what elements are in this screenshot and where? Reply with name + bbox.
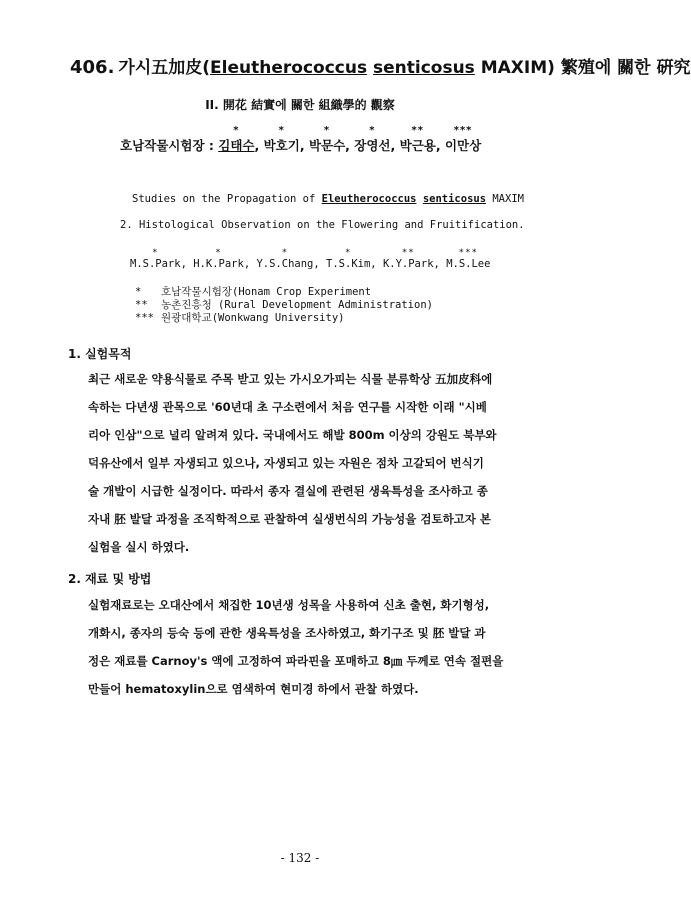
- author-affiliation-mark: *: [278, 125, 285, 136]
- author-name: 김태수: [218, 138, 255, 153]
- paragraph-line: 술 개발이 시급한 실정이다. 따라서 종자 결실에 관련된 생육특성을 조사하고 종: [88, 484, 488, 498]
- author-name: 장영선: [354, 138, 391, 153]
- author: [326, 248, 371, 270]
- author-affiliation-mark: **: [401, 248, 415, 258]
- paragraph-line: 개화시, 종자의 등숙 등에 관한 생육특성을 조사하였고, 화기구조 및 胚 발달 과: [88, 626, 486, 640]
- english-title-genus: Eleutherococcus: [321, 193, 417, 205]
- author-separator: ,: [180, 258, 187, 270]
- author: [308, 125, 346, 154]
- author-name: Y.S.Chang: [256, 258, 314, 270]
- english-subtitle: 2. Histological Observation on the Flowering and Fruitification.: [120, 219, 525, 231]
- author-separator: ,: [435, 138, 441, 153]
- author-affiliation-mark: *: [233, 125, 240, 136]
- author-separator: ,: [370, 258, 377, 270]
- author-name: 박근용: [399, 138, 436, 153]
- author-name: K.Y.Park: [382, 258, 434, 270]
- author: [263, 125, 300, 154]
- title-suffix: MAXIM) 繁殖에 關한 硏究: [474, 58, 691, 78]
- paragraph-line: 만들어 hematoxylin으로 염색하여 현미경 하에서 관찰 하였다.: [88, 682, 419, 696]
- author: [218, 125, 255, 154]
- author-name: H.K.Park: [193, 258, 244, 270]
- paragraph-line: 실험재료로는 오대산에서 채집한 10년생 성목을 사용하여 신초 출현, 화기형성,: [88, 598, 490, 612]
- author-affiliation-mark: **: [411, 125, 424, 136]
- affiliation-text: 원광대학교(Wonkwang University): [161, 312, 345, 324]
- author-separator: ,: [345, 138, 350, 153]
- paragraph-line: 리아 인삼"으로 널리 알려져 있다. 국내에서도 해발 800m 이상의 강원도 북부와: [88, 428, 497, 442]
- author-separator: ,: [390, 138, 396, 153]
- author: [399, 125, 436, 154]
- paragraph-line: 실험을 실시 하였다.: [88, 540, 190, 554]
- author: [446, 248, 491, 270]
- author-affiliation-mark: ***: [453, 125, 473, 136]
- author-affiliation-mark: *: [215, 248, 222, 258]
- author-separator: ,: [433, 258, 440, 270]
- author-name: 박호기: [263, 138, 300, 153]
- title-korean-prefix: 가시五加皮(: [118, 58, 211, 78]
- english-title-species: senticosus: [422, 193, 487, 205]
- author: [193, 248, 244, 270]
- english-title: Studies on the Propagation of Eleutherococcus senticosus MAXIM: [132, 193, 524, 205]
- author-name: 이만상: [444, 138, 482, 153]
- page-number: - 132 -: [280, 851, 320, 865]
- author-name: M.S.Park: [130, 258, 181, 270]
- author-line-english: [130, 248, 570, 270]
- title-species: senticosus: [373, 58, 475, 78]
- author-list-korean: [218, 125, 482, 153]
- author: [382, 248, 434, 270]
- title-genus: Eleutherococcus: [210, 58, 368, 78]
- section-body-purpose: [88, 365, 558, 561]
- author-affiliation-mark: *: [344, 248, 352, 258]
- author-line-korean: [120, 125, 560, 154]
- paper-title: [70, 53, 691, 78]
- author: [444, 125, 482, 154]
- section-heading-purpose: 1. 실험목적: [68, 347, 132, 361]
- paragraph-line: 자내 胚 발달 과정을 조직학적으로 관찰하여 실생번식의 가능성을 검토하고자 본: [88, 512, 492, 526]
- author-affiliation-mark: *: [323, 125, 331, 136]
- section-body-methods: [88, 591, 558, 703]
- author-affiliation-mark: *: [281, 248, 289, 258]
- section-heading-methods: 2. 재료 및 방법: [68, 572, 152, 586]
- author-separator: ,: [243, 258, 251, 270]
- author-name: T.S.Kim: [326, 258, 371, 270]
- affiliation-mark: *: [135, 286, 142, 298]
- paragraph-line: 속하는 다년생 관목으로 '60년대 초 구소련에서 처음 연구를 시작한 이래 "시베: [88, 400, 487, 414]
- author-affiliation-mark: *: [369, 125, 376, 136]
- paper-number: 406.: [70, 57, 115, 78]
- affiliation-text: 호남작물시험장(Honam Crop Experiment: [161, 286, 372, 298]
- author-separator: ,: [254, 138, 260, 153]
- paragraph-line: 정은 재료를 Carnoy's 액에 고정하여 파라핀을 포매하고 8㎛ 두께로 연속 절편을: [88, 654, 504, 668]
- paragraph-line: 최근 새로운 약용식물로 주목 받고 있는 가시오가피는 식물 분류학상 五加皮科에: [88, 372, 493, 386]
- paper-subtitle: II. 開花 結實에 關한 組織學的 觀察: [205, 98, 395, 112]
- affiliation-mark: **: [135, 299, 148, 311]
- author-separator: ,: [299, 138, 305, 153]
- author-affiliation-mark: *: [152, 248, 159, 258]
- author: [354, 125, 391, 154]
- affiliation-text: 농촌진흥청 (Rural Development Administration): [161, 299, 433, 311]
- author: [256, 248, 314, 270]
- affiliation-3: [135, 310, 575, 325]
- author-name: 박문수: [308, 138, 346, 153]
- author: [130, 248, 181, 270]
- author-name: M.S.Lee: [446, 258, 491, 270]
- paragraph-line: 덕유산에서 일부 자생되고 있으나, 자생되고 있는 자원은 점차 고갈되어 번식기: [88, 456, 484, 470]
- author-affiliation-prefix: 호남작물시험장 :: [120, 138, 214, 153]
- author-affiliation-mark: ***: [458, 248, 478, 258]
- author-separator: ,: [313, 258, 320, 270]
- affiliation-mark: ***: [135, 312, 154, 324]
